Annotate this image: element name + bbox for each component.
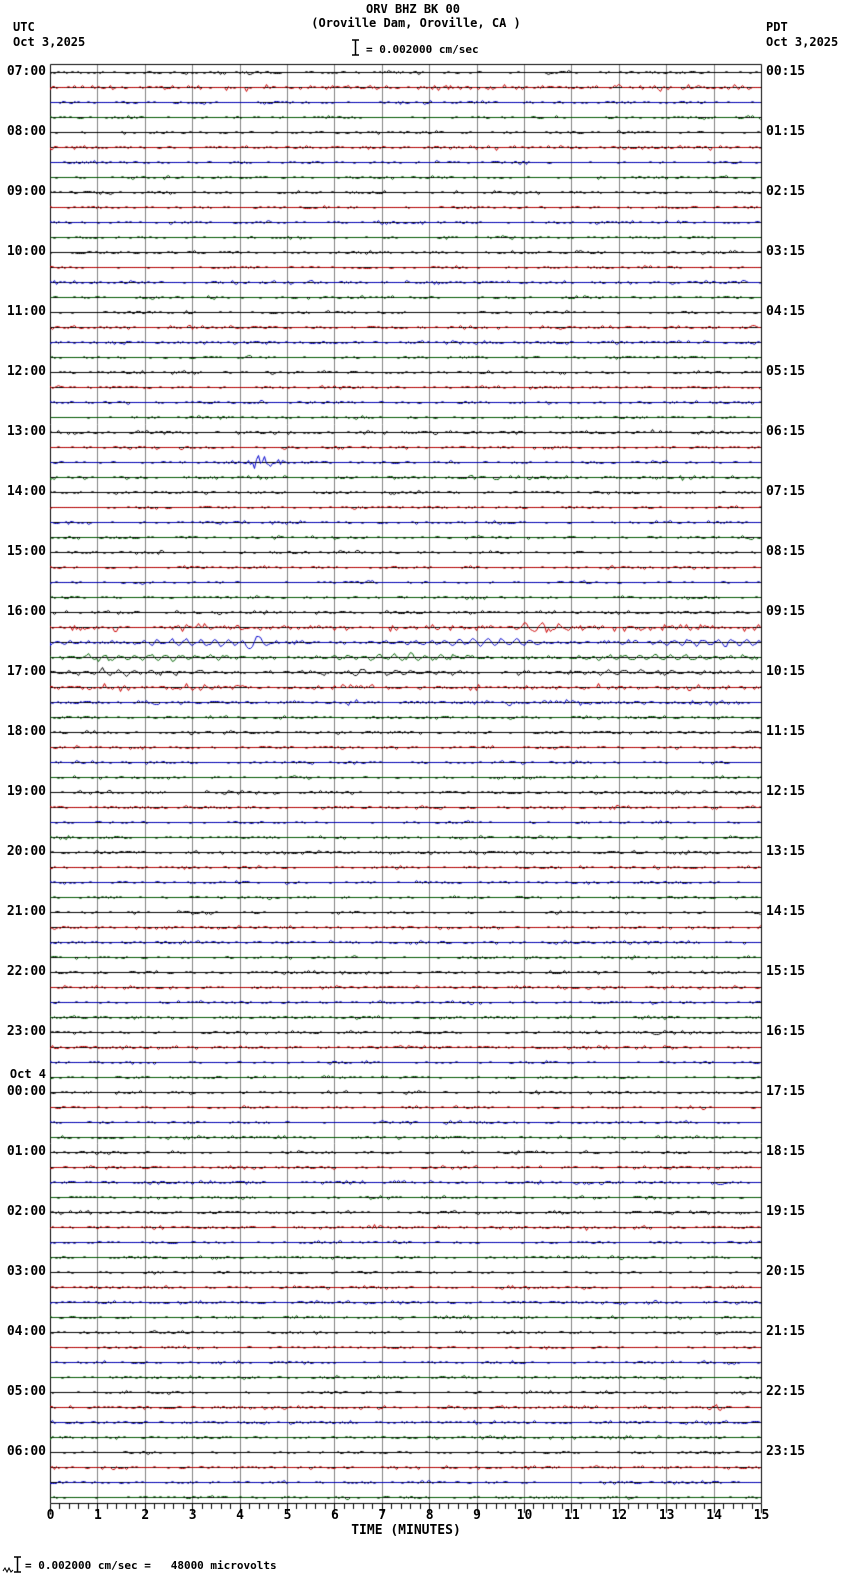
pdt-hour-label: 20:15 <box>766 1264 806 1279</box>
x-tick-label: 9 <box>473 1508 482 1523</box>
x-tick-label: 14 <box>706 1508 722 1523</box>
utc-hour-label: 23:00 <box>6 1024 46 1039</box>
utc-hour-label: 18:00 <box>6 724 46 739</box>
x-tick-label: 13 <box>658 1508 675 1523</box>
utc-hour-label: 05:00 <box>6 1384 46 1399</box>
utc-hour-label: 13:00 <box>6 424 46 439</box>
utc-hour-label: 01:00 <box>6 1144 46 1159</box>
utc-hour-label: 08:00 <box>6 124 46 139</box>
pdt-hour-label: 12:15 <box>766 784 806 799</box>
utc-hour-label: 06:00 <box>6 1444 46 1459</box>
pdt-hour-label: 15:15 <box>766 964 806 979</box>
pdt-hour-label: 04:15 <box>766 304 806 319</box>
pdt-hour-label: 05:15 <box>766 364 806 379</box>
utc-hour-label: 04:00 <box>6 1324 46 1339</box>
footer-scale-bar-icon <box>13 1556 22 1573</box>
x-tick-label: 1 <box>93 1508 102 1523</box>
utc-hour-label: 17:00 <box>6 664 46 679</box>
x-tick-label: 3 <box>188 1508 197 1523</box>
x-tick-label: 0 <box>46 1508 55 1523</box>
utc-hour-label: 21:00 <box>6 904 46 919</box>
utc-hour-label: 14:00 <box>6 484 46 499</box>
pdt-hour-label: 09:15 <box>766 604 806 619</box>
utc-hour-label: 22:00 <box>6 964 46 979</box>
x-tick-label: 5 <box>283 1508 292 1523</box>
pdt-hour-label: 17:15 <box>766 1084 806 1099</box>
pdt-hour-label: 06:15 <box>766 424 806 439</box>
x-tick-label: 4 <box>236 1508 245 1523</box>
pdt-hour-label: 03:15 <box>766 244 806 259</box>
x-tick-label: 12 <box>611 1508 628 1523</box>
pdt-hour-label: 08:15 <box>766 544 806 559</box>
utc-hour-label: 03:00 <box>6 1264 46 1279</box>
pdt-hour-label: 18:15 <box>766 1144 806 1159</box>
pdt-hour-label: 01:15 <box>766 124 806 139</box>
pdt-hour-label: 13:15 <box>766 844 806 859</box>
pdt-hour-label: 14:15 <box>766 904 806 919</box>
utc-hour-label: 07:00 <box>6 64 46 79</box>
x-tick-label: 7 <box>378 1508 387 1523</box>
x-axis-title: TIME (MINUTES) <box>351 1523 461 1538</box>
wiggle-icon <box>3 1566 13 1574</box>
pdt-hour-label: 07:15 <box>766 484 806 499</box>
utc-hour-label: 02:00 <box>6 1204 46 1219</box>
utc-hour-label: 11:00 <box>6 304 46 319</box>
pdt-hour-label: 02:15 <box>766 184 806 199</box>
x-tick-label: 2 <box>141 1508 150 1523</box>
utc-hour-label: 15:00 <box>6 544 46 559</box>
utc-hour-label: 10:00 <box>6 244 46 259</box>
pdt-hour-label: 10:15 <box>766 664 806 679</box>
date-note: Oct 4 <box>9 1067 46 1081</box>
utc-hour-label: 20:00 <box>6 844 46 859</box>
utc-hour-label: 19:00 <box>6 784 46 799</box>
pdt-hour-label: 16:15 <box>766 1024 806 1039</box>
utc-hour-label: 12:00 <box>6 364 46 379</box>
x-tick-label: 10 <box>516 1508 533 1523</box>
utc-hour-label: 00:00 <box>6 1084 46 1099</box>
pdt-hour-label: 11:15 <box>766 724 806 739</box>
pdt-hour-label: 21:15 <box>766 1324 806 1339</box>
x-tick-label: 15 <box>753 1508 770 1523</box>
pdt-hour-label: 22:15 <box>766 1384 806 1399</box>
x-tick-label: 8 <box>425 1508 434 1523</box>
x-tick-label: 11 <box>564 1508 580 1523</box>
utc-hour-label: 16:00 <box>6 604 46 619</box>
x-tick-label: 6 <box>330 1508 339 1523</box>
pdt-hour-label: 23:15 <box>766 1444 806 1459</box>
pdt-hour-label: 00:15 <box>766 64 806 79</box>
footer-note: = 0.002000 cm/sec = 48000 microvolts <box>25 1559 277 1572</box>
utc-hour-label: 09:00 <box>6 184 46 199</box>
pdt-hour-label: 19:15 <box>766 1204 806 1219</box>
